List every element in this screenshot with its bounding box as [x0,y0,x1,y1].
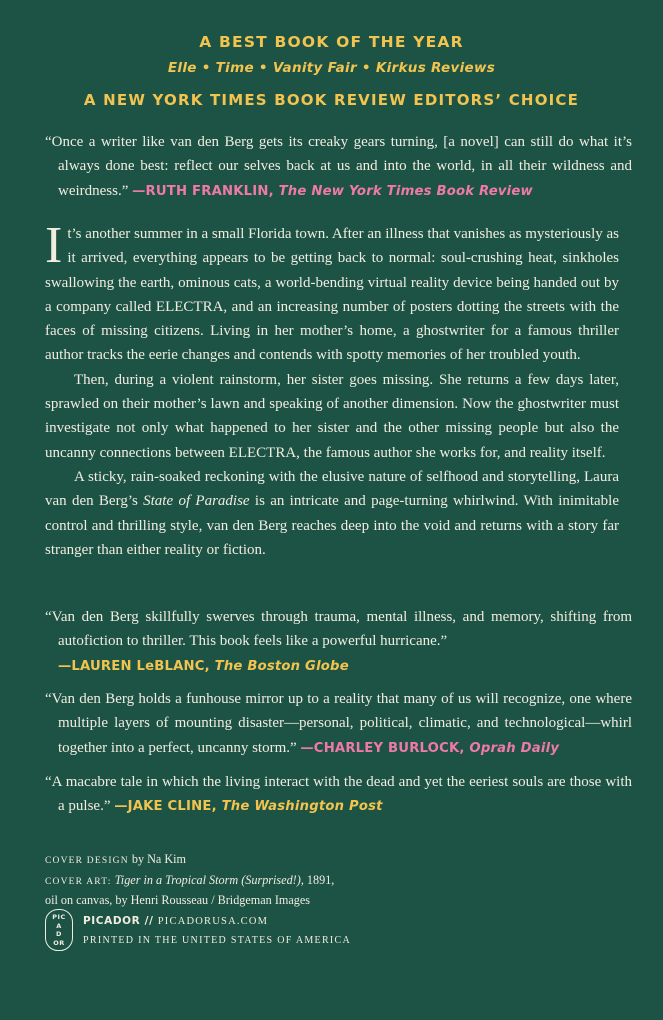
synopsis-paragraph-1 [45,217,619,368]
review-quote-1 [45,130,632,204]
paragraph-text: is an intricate and page-turning whirlwind. With inimitable control and thrilling style, van den Berg reaches deep into the void and returns with a story far stranger than either reality or fiction. [45,493,620,558]
review-quote-2 [45,605,632,679]
paragraph-text: t’s another summer in a small Florida town. After an illness that vanishes as mysteriously as it arrived, everything appears to be getting back to normal: soul-crushing heat, sinkholes swallowing the earth, ominous cats, a world-bending virtual reality device being handed out by a company called ELECTRA, and an increasing number of posters dotting the streets with the faces of missing citizens. Living in her mother’s home, a ghostwriter for a famous thriller author tracks the eerie changes and contends with spotty memories of her troubled youth. [45,226,619,364]
publisher-url: PICADORUSA.COM [157,916,269,927]
quote-author: —CHARLEY BURLOCK, [300,740,465,756]
quote-source: The Boston Globe [214,658,349,674]
quote-text: “Van den Berg skillfully swerves through trauma, mental illness, and memory, shifting from autofiction to thriller. This book feels like a powerful hurricane.” [45,609,632,650]
art-year: , 1891, [300,872,335,887]
best-book-heading: A BEST BOOK OF THE YEAR [199,33,464,51]
quote-attribution [114,799,382,814]
quote-source: Oprah Daily [469,740,560,756]
logo-line: A [56,921,62,930]
separator: // [140,915,158,927]
art-medium: oil on canvas, by Henri Rousseau / Bridgeman Images [45,893,311,907]
publications-list: Elle • Time • Vanity Fair • Kirkus Reviews [167,60,496,76]
quote-attribution [300,741,559,756]
design-credit [45,850,334,871]
art-label: COVER ART: [45,876,112,887]
art-credit [45,871,334,892]
quote-text: “Van den Berg holds a funhouse mirror up to a reality that many of us will recognize, one where multiple layers of mounting disaster—personal, political, climatic, and technological—whirl together into a perfect, uncanny storm.” [45,691,632,756]
cover-credits [45,850,334,910]
quote-attribution [58,659,349,674]
quote-text: “A macabre tale in which the living interact with the dead and yet the eeriest souls are those with a pulse.” [45,774,632,815]
quote-author: —JAKE CLINE, [114,799,217,815]
art-title: Tiger in a Tropical Storm (Surprised!) [114,872,301,887]
paragraph-text: A sticky, rain-soaked reckoning with the elusive nature of selfhood and storytelling, Laura van den Berg’s [45,468,619,510]
logo-line: D [56,930,62,938]
logo-line: PIC [52,913,66,921]
design-label: COVER DESIGN [45,856,129,866]
drop-cap: I [45,217,63,274]
synopsis-paragraph-2: Then, during a violent rainstorm, her sister goes missing. She returns a few days later, sprawled on their mother’s lawn and speaking of another dimension. Now the ghostwriter must investigate not only what happened to her sister and the other missing people but also the uncanny connections between ELECTRA, the famous author she works for, and reality itself. [45,371,619,461]
synopsis [45,217,620,562]
picador-logo-icon [45,909,73,951]
logo-line: OR [53,938,65,947]
quote-source: The New York Times Book Review [278,183,533,199]
quote-attribution [132,184,533,199]
publisher-name-line [83,915,268,927]
publisher-block [45,909,445,953]
quote-text: “Once a writer like van den Berg gets its creaky gears turning, [a novel] can still do what it’s always done best: reflect our selves back at us and into the world, in all their wildness and weirdness.” [45,134,632,199]
design-value: by Na Kim [131,852,187,866]
quote-author: —RUTH FRANKLIN, [132,183,274,199]
review-quote-4 [45,770,632,820]
quote-author: —LAUREN LeBLANC, [58,658,210,674]
printed-in: PRINTED IN THE UNITED STATES OF AMERICA [83,935,352,946]
quote-source: The Washington Post [221,799,383,815]
book-title: State of Paradise [143,493,250,510]
publisher-name: PICADOR [83,915,141,927]
synopsis-paragraph-3 [45,465,619,562]
review-quote-3 [45,687,632,761]
nyt-choice-heading: A NEW YORK TIMES BOOK REVIEW EDITORS’ CHOICE [83,91,580,109]
